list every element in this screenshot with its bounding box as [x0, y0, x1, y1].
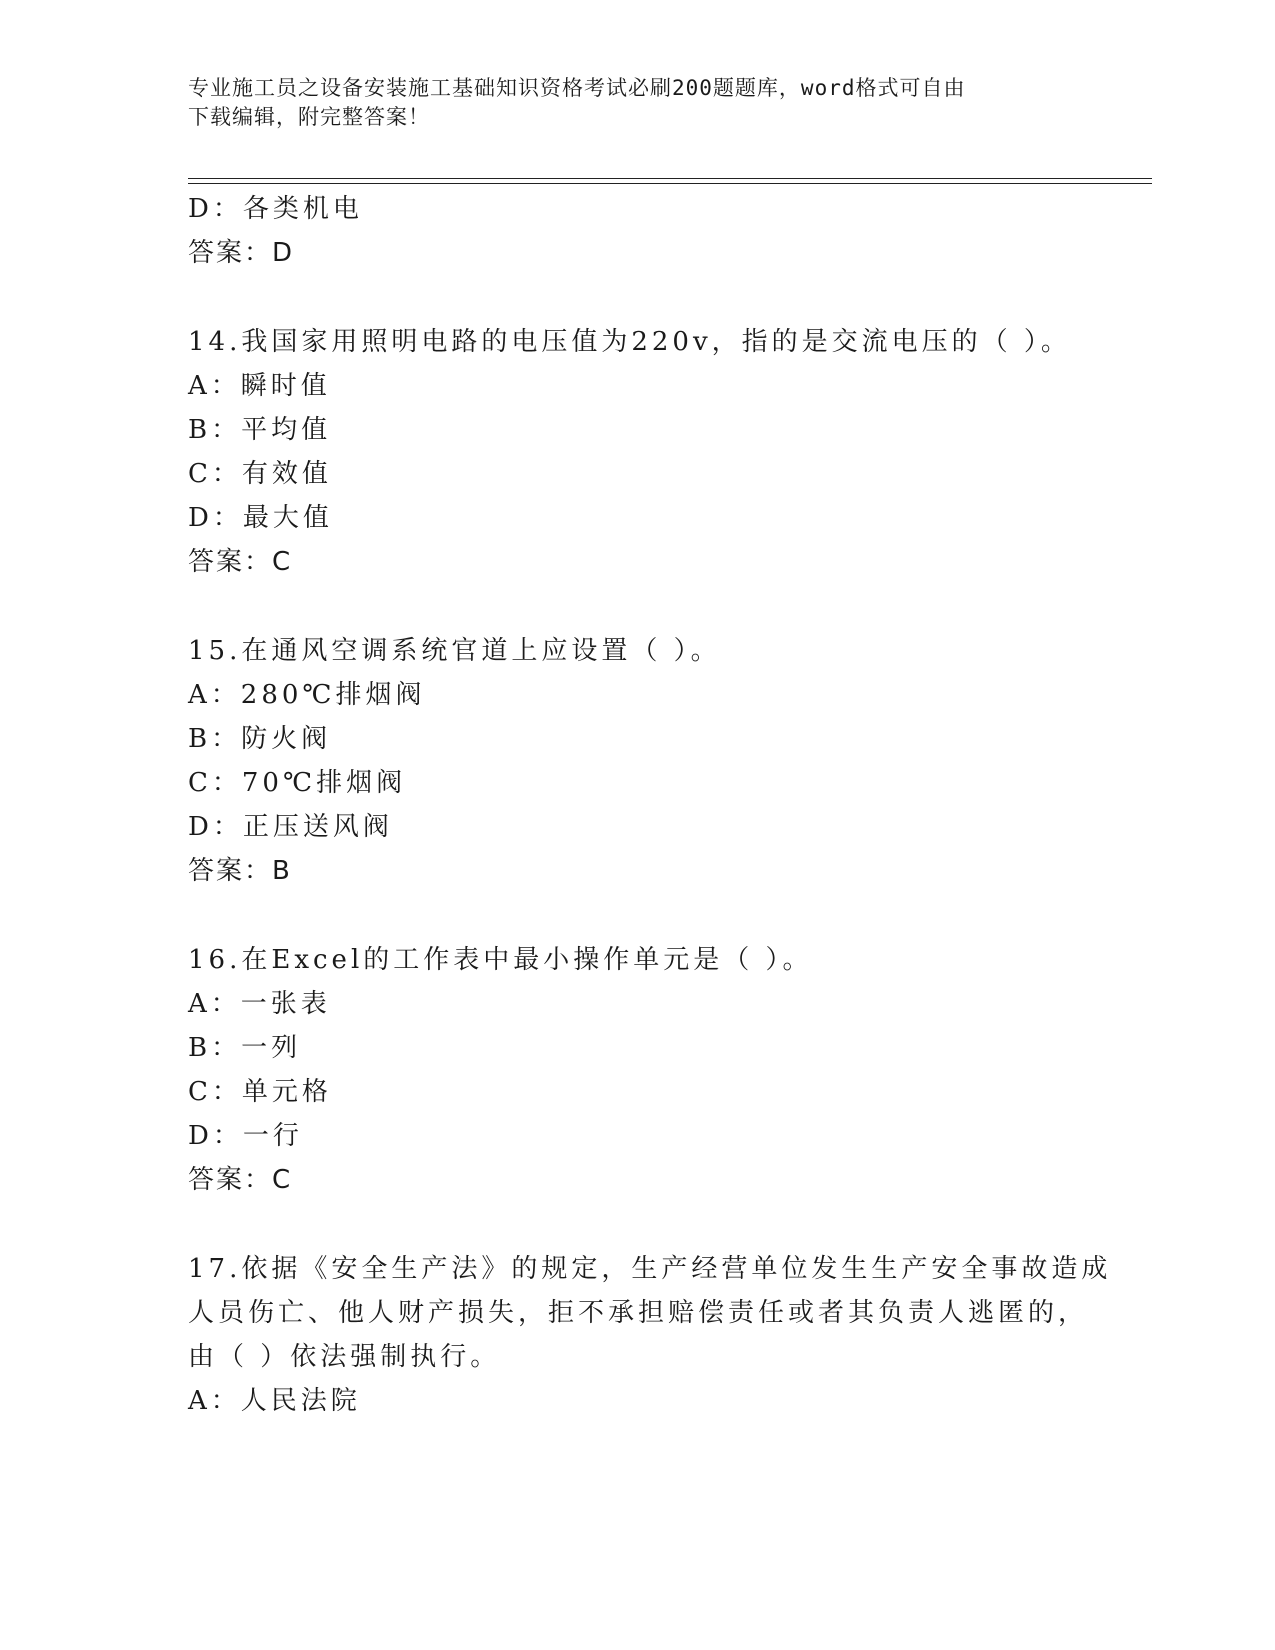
q17-question-line-1: 17.依据《安全生产法》的规定，生产经营单位发生生产安全事故造成 — [188, 1254, 1112, 1284]
q15-option-c: C：70℃排烟阀 — [188, 768, 407, 798]
header-divider-bottom — [188, 183, 1152, 184]
q16-option-d: D：一行 — [188, 1121, 303, 1151]
q15-option-d: D：正压送风阀 — [188, 812, 393, 842]
q15-answer: 答案：B — [188, 856, 292, 886]
header-line-2: 下载编辑，附完整答案！ — [188, 105, 430, 129]
q17-question-line-3: 由（ ）依法强制执行。 — [188, 1342, 501, 1372]
prev-answer: 答案：D — [188, 238, 295, 268]
q17-option-a: A：人民法院 — [188, 1386, 361, 1416]
q14-option-c: C：有效值 — [188, 459, 332, 489]
header-line-1: 专业施工员之设备安装施工基础知识资格考试必刷200题题库，word格式可自由 — [188, 76, 966, 100]
q16-answer: 答案：C — [188, 1165, 293, 1195]
q14-option-a: A：瞬时值 — [188, 371, 331, 401]
q15-option-a: A：280℃排烟阀 — [188, 680, 426, 710]
document-header — [188, 74, 1088, 132]
q17-question-line-2: 人员伤亡、他人财产损失，拒不承担赔偿责任或者其负责人逃匿的， — [188, 1298, 1089, 1328]
q14-answer: 答案：C — [188, 547, 293, 577]
q16-option-a: A：一张表 — [188, 989, 331, 1019]
q14-option-b: B：平均值 — [188, 415, 332, 445]
q16-option-b: B：一列 — [188, 1033, 302, 1063]
q15-option-b: B：防火阀 — [188, 724, 332, 754]
q14-option-d: D：最大值 — [188, 503, 333, 533]
q15-question: 15.在通风空调系统官道上应设置（ ）。 — [188, 636, 721, 666]
q14-question: 14.我国家用照明电路的电压值为220v，指的是交流电压的（ ）。 — [188, 327, 1071, 357]
header-divider-top — [188, 178, 1152, 179]
q16-question: 16.在Excel的工作表中最小操作单元是（ ）。 — [188, 945, 813, 975]
prev-option-d: D：各类机电 — [188, 194, 363, 224]
q16-option-c: C：单元格 — [188, 1077, 332, 1107]
